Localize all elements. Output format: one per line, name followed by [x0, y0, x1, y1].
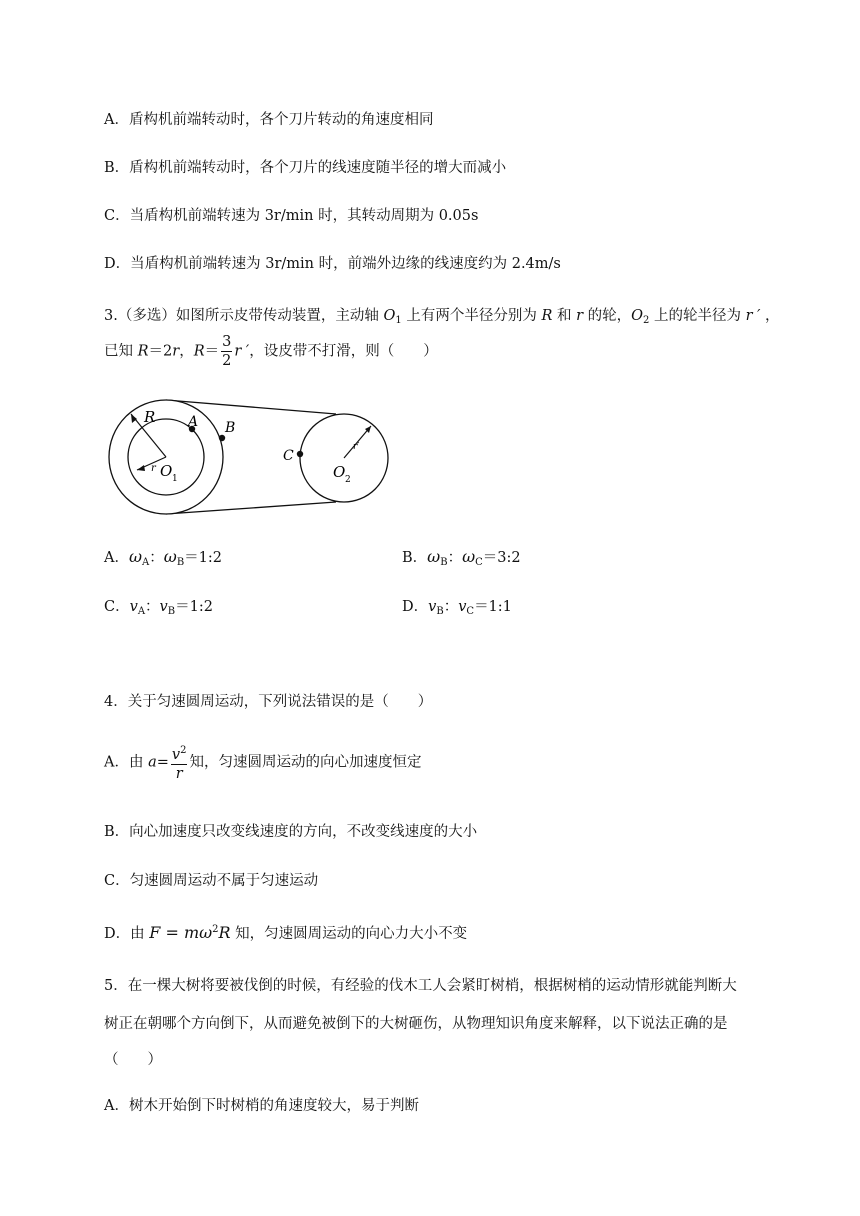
fraction-v2-over-r: $\frac{v^2}{r}$ — [171, 742, 188, 783]
q4-option-b: B．向心加速度只改变线速度的方向，不改变线速度的大小 — [104, 824, 478, 840]
q2-option-c: C．当盾构机前端转速为 3r/min 时，其转动周期为 0.05s — [104, 208, 479, 224]
label-rprime: r′ — [353, 442, 360, 452]
q5-stem-line3: （ ） — [104, 1052, 162, 1068]
fraction-three-halves: $\frac{3}{2}$ — [222, 334, 232, 369]
q3-option-c: C．$v_A$：$v_B=1:2$ — [104, 599, 213, 617]
label-A: A — [188, 414, 199, 430]
label-B: B — [225, 420, 236, 436]
q3-option-b: B．$\omega_B$：$\omega_C=3:2$ — [402, 547, 521, 568]
label-O2: O — [333, 463, 346, 481]
q2-option-a: A．盾构机前端转动时，各个刀片转动的角速度相同 — [104, 112, 434, 128]
q3-option-a: A．$\omega_A$：$\omega_B=1:2$ — [104, 547, 223, 568]
label-O2-sub: 2 — [345, 475, 351, 485]
q4-option-c: C．匀速圆周运动不属于匀速运动 — [104, 873, 319, 889]
q5-option-a: A．树木开始倒下时树梢的角速度较大，易于判断 — [104, 1098, 419, 1114]
label-r: r — [151, 463, 156, 474]
q3-stem-line2: 已知 R＝2r，R＝ $\frac{3}{2}$ r ′，设皮带不打滑，则（ ） — [104, 334, 438, 369]
q2-option-d: D．当盾构机前端转速为 3r/min 时，前端外边缘的线速度约为 2.4m/s — [104, 256, 561, 272]
q4-stem: 4．关于匀速圆周运动，下列说法错误的是（ ） — [104, 694, 433, 710]
label-O1-sub: 1 — [172, 474, 178, 484]
q3-option-d: D．$v_B$：$v_C=1:1$ — [402, 599, 512, 617]
label-O1: O — [160, 462, 173, 480]
q4-option-a: A．由 a= $\frac{v^2}{r}$ 知，匀速圆周运动的向心加速度恒定 — [104, 742, 421, 783]
point-C — [297, 451, 303, 457]
label-C: C — [283, 448, 294, 464]
q4-option-d: D．由 $F = m\omega^2R$ 知，匀速圆周运动的向心力大小不变 — [104, 923, 468, 942]
belt-drive-diagram — [104, 392, 394, 522]
q3-stem-line1: 3.（多选）如图所示皮带传动装置，主动轴 $O_1$ 上有两个半径分别为 R 和 r 的轮，$O_2$ 上的轮半径为 r ′ ， — [104, 308, 780, 326]
q5-stem-line2: 树正在朝哪个方向倒下，从而避免被倒下的大树砸伤，从物理知识角度来解释，以下说法正确的是 — [104, 1016, 728, 1032]
q2-option-b: B．盾构机前端转动时，各个刀片的线速度随半径的增大而减小 — [104, 160, 507, 176]
q5-stem-line1: 5．在一棵大树将要被伐倒的时候，有经验的伐木工人会紧盯树梢，根据树梢的运动情形就能判断大 — [104, 978, 737, 994]
label-R: R — [144, 408, 156, 426]
